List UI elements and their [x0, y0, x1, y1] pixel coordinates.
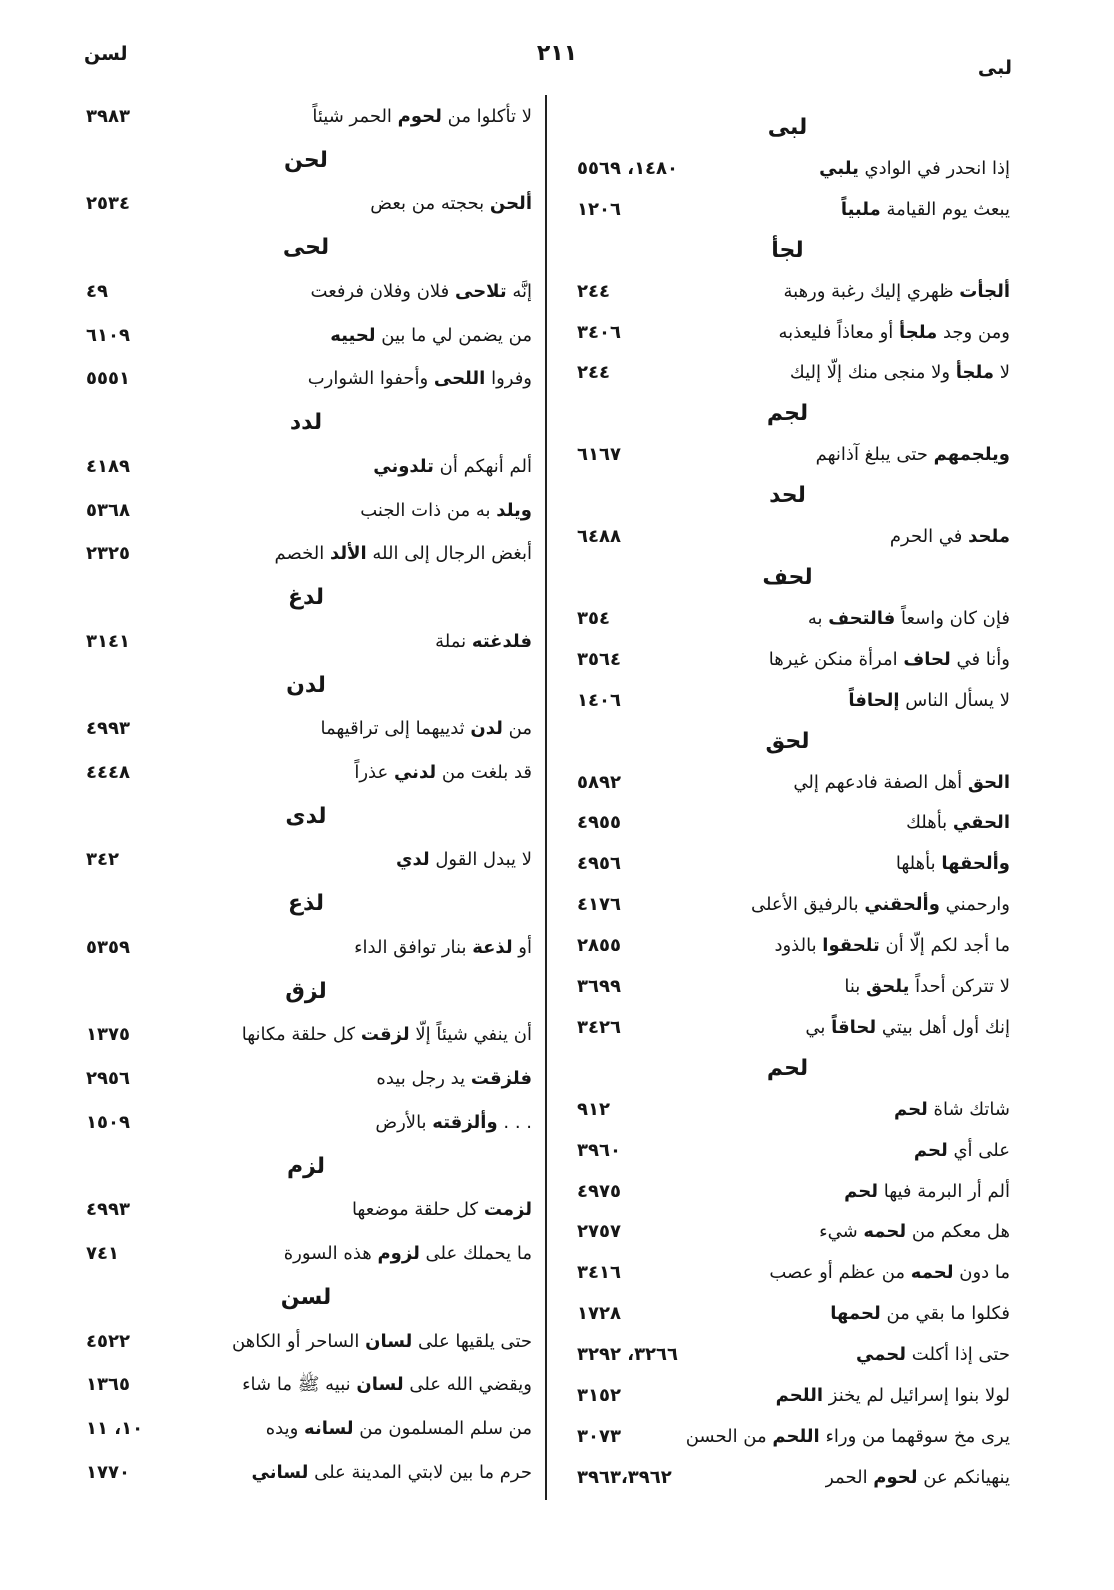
index-entry [565, 1463, 1010, 1493]
entry-text-part: إنَّه [506, 280, 532, 302]
index-entry [565, 849, 1010, 879]
entry-text-part: لولا بنوا إسرائيل لم يخنز [823, 1385, 1010, 1407]
entry-keyword: لحمه [863, 1221, 907, 1243]
entry-text [396, 845, 532, 875]
entry-text-part: لا يسأل الناس [899, 689, 1010, 711]
index-entry [565, 1177, 1010, 1207]
index-entry [80, 1414, 532, 1444]
entry-text-part: إذا انحدر في الوادي [858, 157, 1010, 179]
entry-text-part: على أي [947, 1139, 1010, 1161]
entry-text [779, 318, 1010, 348]
hadith-number: ٤٩ [86, 280, 108, 302]
entry-text-part: بحجته من بعض [370, 193, 490, 215]
index-entry [565, 1299, 1010, 1329]
entry-text-part: قد بلغت من [436, 762, 532, 784]
root-heading: لسن [280, 1284, 332, 1310]
entry-text-part: يبعث يوم القيامة [880, 198, 1010, 220]
hadith-number: ١٥٠٩ [86, 1111, 130, 1133]
entry-text-part: ظهري إليك رغبة ورهبة [783, 280, 960, 302]
entry-text-part: ما أجد لكم إلَّا أن [879, 935, 1010, 957]
root-heading: لحى [282, 235, 330, 261]
entry-keyword: لحوم [873, 1466, 918, 1488]
entry-text-part: أبغض الرجال إلى الله [366, 543, 532, 565]
index-entry [565, 890, 1010, 920]
root-heading: لحد [769, 483, 806, 509]
entry-text-part: وأحفوا الشوارب [307, 368, 434, 390]
entry-keyword: لذعة [472, 936, 513, 958]
entry-text-part: به من ذات الجنب [360, 499, 497, 521]
entry-text-part: شاتك شاة [927, 1098, 1010, 1120]
entry-text [751, 890, 1010, 920]
entry-text [252, 1458, 532, 1488]
entry-text-part: فإن كان واسعاً [895, 607, 1010, 629]
entry-text-part: كل حلقة مكانها [241, 1024, 361, 1046]
entry-text-part: بأهلها [895, 853, 942, 875]
entry-keyword: لسان [365, 1330, 413, 1352]
index-entry [80, 1108, 532, 1138]
hadith-number: ٣٥٤ [577, 607, 610, 629]
entry-keyword: لساني [251, 1461, 309, 1483]
hadith-number: ٣١٥٢ [577, 1385, 621, 1407]
index-entry [80, 933, 532, 963]
entry-text [242, 1370, 532, 1400]
entry-keyword: ألجأت [959, 280, 1010, 302]
entry-text [894, 1095, 1010, 1125]
entry-text-part: من عظم أو عصب [769, 1262, 911, 1284]
entry-text [375, 1108, 532, 1138]
entry-text-part: يرى مخ سوقهما من وراء [819, 1426, 1010, 1447]
entry-keyword: لحاقاً [831, 1016, 877, 1038]
hadith-number: ١٧٢٨ [577, 1303, 621, 1325]
entry-text-part: لا [994, 362, 1010, 384]
index-entry [80, 1327, 532, 1357]
entry-text-part: ما دون [953, 1262, 1010, 1284]
entry-text-part: لا تأكلوا من [441, 106, 532, 127]
entry-text-part: الحمر شيئاً [312, 106, 398, 127]
hadith-number: ٤٩٥٥ [577, 812, 621, 834]
index-entry [80, 1064, 532, 1094]
entry-text-part: وارحمني [939, 894, 1010, 916]
entry-keyword: لحم [913, 1139, 948, 1161]
entry-text-part: أو [512, 936, 532, 958]
entry-keyword: فلدغته [471, 630, 532, 652]
entry-keyword: ملجأ [899, 321, 938, 343]
entry-text [266, 1414, 532, 1444]
entry-text-part: أهل الصفة فادعهم إلي [793, 771, 968, 793]
hadith-number: ٣٤١٦ [577, 1262, 621, 1284]
entry-text-part: بنار توافق الداء [354, 936, 473, 958]
hadith-number: ٣٩٦٠ [577, 1139, 621, 1161]
entry-keyword: لسانه [304, 1418, 354, 1440]
entry-text [844, 1177, 1010, 1207]
entry-text [370, 189, 532, 219]
index-entry [565, 645, 1010, 675]
entry-text-part: الساحر أو الكاهن [232, 1330, 366, 1352]
entry-text [354, 758, 532, 788]
hadith-number: ٢٩٥٦ [86, 1068, 130, 1090]
index-entry [565, 195, 1010, 225]
index-entry [565, 1136, 1010, 1166]
index-entry [80, 539, 532, 569]
entry-keyword: فلزقت [470, 1068, 532, 1090]
entry-keyword: لزمت [483, 1199, 532, 1221]
index-entry [565, 154, 1010, 184]
entry-keyword: ويلجمهم [933, 444, 1010, 466]
entry-text [275, 539, 532, 569]
left-column [80, 102, 532, 1488]
entry-text [354, 933, 532, 963]
hadith-number: ٣٩٦٣،٣٩٦٢ [577, 1466, 672, 1488]
entry-text-part: ما يحملك على [419, 1243, 532, 1265]
hadith-number: ١٧٧٠ [86, 1461, 130, 1483]
entry-text [825, 1463, 1010, 1493]
entry-text [686, 1422, 1010, 1452]
entry-text [308, 364, 532, 394]
entry-text-part: أن ينفي شيئاً إلَّا [409, 1024, 532, 1046]
entry-text [376, 1064, 532, 1094]
entry-keyword: اللحى [433, 368, 486, 390]
entry-keyword: لزقت [360, 1024, 410, 1046]
entry-text [819, 154, 1010, 184]
entry-text-part: فكلوا ما بقي من [880, 1303, 1010, 1325]
hadith-number: ١٤٨٠، ٥٥٦٩ [577, 157, 679, 179]
entry-keyword: وألزقته [432, 1111, 498, 1133]
hadith-number: ٤٩٩٣ [86, 1199, 130, 1221]
entry-keyword: لسان [356, 1374, 404, 1396]
root-heading: لجم [766, 401, 809, 427]
hadith-number: ٣٩٨٣ [86, 106, 130, 127]
entry-keyword: لحييه [330, 324, 376, 346]
entry-text [841, 195, 1010, 225]
index-entry [80, 452, 532, 482]
entry-text-part: بالذود [774, 935, 823, 957]
entry-keyword: ألحن [489, 193, 532, 215]
entry-keyword: تلحقوا [822, 935, 880, 957]
column-divider [545, 95, 547, 1500]
entry-text [330, 321, 532, 351]
index-entry [80, 758, 532, 788]
entry-keyword: ملجأ [955, 362, 994, 384]
index-entry [80, 364, 532, 394]
index-entry [565, 972, 1010, 1002]
entry-text-part: شيء [819, 1221, 864, 1243]
entry-text-part: ألم أر البرمة فيها [877, 1180, 1010, 1202]
entry-keyword: لحمه [910, 1262, 954, 1284]
entry-text-part: من [502, 718, 532, 740]
index-entry [565, 1381, 1010, 1411]
hadith-number: ٤٥٢٢ [86, 1330, 130, 1352]
root-heading: لذع [288, 891, 324, 917]
entry-text-part: ويقضي الله على [403, 1374, 532, 1396]
hadith-number: ٣٤٠٦ [577, 321, 621, 343]
entry-text-part: إنك أول أهل بيتي [876, 1016, 1010, 1038]
hadith-number: ٣٤٢ [86, 849, 119, 871]
entry-text-part: من سلم المسلمون من [353, 1418, 532, 1440]
root-heading: لدى [285, 803, 327, 829]
index-entry [80, 1020, 532, 1050]
hadith-number: ٢٤٤ [577, 362, 610, 384]
hadith-number: ٣٥٦٤ [577, 648, 621, 670]
entry-text-part: نبيه ﷺ ما شاء [242, 1374, 357, 1396]
entry-text-part: عذراً [354, 762, 394, 784]
hadith-number: ٤١٧٦ [577, 894, 621, 916]
entry-text [776, 1381, 1010, 1411]
entry-text [232, 1327, 532, 1357]
index-entry [565, 1340, 1010, 1370]
index-entry [80, 627, 532, 657]
entry-text-part: نملة [435, 630, 472, 652]
root-heading: لدد [289, 410, 323, 436]
hadith-number: ٦٤٨٨ [577, 526, 621, 548]
entry-keyword: اللحم [775, 1385, 824, 1407]
entry-text [769, 1258, 1010, 1288]
entry-text [242, 1020, 532, 1050]
entry-text-part: به [807, 607, 829, 629]
entry-text-part: بأهلك [906, 812, 953, 834]
entry-keyword: الألد [329, 543, 367, 565]
index-entry [565, 1422, 1010, 1452]
entry-keyword: يلحق [866, 976, 910, 998]
root-heading: لحم [766, 1055, 809, 1081]
hadith-number: ٧٤١ [86, 1243, 119, 1265]
entry-text [816, 440, 1010, 470]
index-entry [80, 1458, 532, 1488]
entry-text-part: بالأرض [375, 1111, 433, 1133]
entry-text [352, 1195, 532, 1225]
page-number: ٢١١ [536, 41, 578, 66]
entry-text-part: . . . [497, 1111, 532, 1133]
root-heading: لدن [286, 672, 326, 698]
hadith-number: ٤٩٥٦ [577, 853, 621, 875]
hadith-number: ٥٣٥٩ [86, 936, 130, 958]
entry-text-part: بنا [844, 976, 867, 998]
entry-keyword: لحمي [856, 1344, 907, 1366]
hadith-number: ٣٢٦٦، ٣٢٩٢ [577, 1344, 679, 1366]
entry-text [435, 627, 532, 657]
entry-text-part: لا تتركن أحداً [909, 976, 1010, 998]
entry-text-part: يد رجل بيده [376, 1068, 471, 1090]
entry-text-part: ينهيانكم عن [917, 1466, 1010, 1488]
index-entry [80, 714, 532, 744]
entry-text-part: في الحرم [889, 526, 969, 548]
entry-keyword: ويلد [496, 499, 532, 521]
hadith-number: ٦١٠٩ [86, 324, 130, 346]
entry-text [783, 277, 1010, 307]
entry-text-part: من يضمن لي ما بين [375, 324, 532, 346]
entry-keyword: اللحم [772, 1426, 820, 1447]
index-entry [565, 318, 1010, 348]
hadith-number: ٣٦٩٩ [577, 976, 621, 998]
entry-text-part: بالرفيق الأعلى [750, 894, 865, 916]
entry-text [808, 604, 1010, 634]
hadith-number: ٤٤٤٨ [86, 762, 130, 784]
index-entry [565, 1013, 1010, 1043]
index-entry [80, 189, 532, 219]
entry-text [769, 645, 1010, 675]
root-heading: لحف [762, 564, 813, 590]
index-entry [565, 1258, 1010, 1288]
entry-text [360, 496, 532, 526]
right-column [565, 113, 1010, 1493]
entry-keyword: لحم [893, 1098, 928, 1120]
entry-keyword: تلاحى [455, 280, 507, 302]
hadith-number: ٤٩٧٥ [577, 1180, 621, 1202]
entry-text-part: هل معكم من [906, 1221, 1010, 1243]
entry-text-part: كل حلقة موضعها [351, 1199, 484, 1221]
hadith-number: ١٤٠٦ [577, 689, 621, 711]
hadith-number: ٢٤٤ [577, 280, 610, 302]
root-heading: لدغ [288, 585, 324, 611]
entry-keyword: لدني [393, 762, 437, 784]
entry-text-part: حتى يلقيها على [412, 1330, 532, 1352]
entry-text-part: الخصم [274, 543, 330, 565]
entry-text-part: من الحسن [685, 1426, 773, 1447]
hadith-number: ٥٥٥١ [86, 368, 130, 390]
index-entry [80, 277, 532, 307]
entry-text-part: ألم أنهكم أن [433, 455, 532, 477]
entry-text-part: حتى يبلغ آذانهم [815, 444, 934, 466]
hadith-number: ٢٣٢٥ [86, 543, 130, 565]
entry-text [819, 1217, 1010, 1247]
hadith-number: ١٣٧٥ [86, 1024, 130, 1046]
hadith-number: ٢٧٥٧ [577, 1221, 621, 1243]
entry-text-part: بي [805, 1016, 832, 1038]
entry-keyword: الحق [967, 771, 1010, 793]
entry-keyword: وألحقني [864, 894, 940, 916]
index-entry [565, 440, 1010, 470]
entry-keyword: ملحد [968, 526, 1010, 548]
entry-text [906, 808, 1010, 838]
index-entry [80, 1239, 532, 1269]
entry-keyword: لحمها [830, 1303, 881, 1325]
entry-text [284, 1239, 532, 1269]
index-entry [80, 496, 532, 526]
entry-keyword: إلحافاً [848, 689, 900, 711]
hadith-number: ٥٣٦٨ [86, 499, 130, 521]
root-heading: لزم [286, 1153, 326, 1179]
entry-text-part: وأنا في [950, 648, 1010, 670]
index-entry [80, 845, 532, 875]
hadith-number: ٢٥٣٤ [86, 193, 130, 215]
entry-text [830, 1299, 1010, 1329]
entry-text-part: حرم ما بين لابتي المدينة على [308, 1461, 532, 1483]
index-entry [565, 808, 1010, 838]
hadith-number: ٥٨٩٢ [577, 771, 621, 793]
index-entry [565, 768, 1010, 798]
entry-keyword: يلبي [819, 157, 859, 179]
index-entry [80, 102, 532, 132]
entry-keyword: لزوم [377, 1243, 420, 1265]
entry-text-part: الحمر [825, 1466, 874, 1488]
index-entry [565, 522, 1010, 552]
entry-text-part: هذه السورة [283, 1243, 378, 1265]
entry-keyword: لحوم [397, 106, 442, 127]
entry-keyword: لحم [844, 1180, 878, 1202]
root-heading: لبى [767, 115, 808, 140]
entry-keyword: لحاف [903, 648, 951, 670]
entry-text [311, 277, 532, 307]
entry-text-part: وفروا [485, 368, 532, 390]
entry-keyword: لدن [470, 718, 503, 740]
entry-text-part: لا يبدل القول [429, 849, 532, 871]
entry-text [856, 1340, 1010, 1370]
entry-text-part: ويده [265, 1418, 305, 1440]
entry-text-part: ثدييهما إلى تراقيهما [320, 718, 471, 740]
entry-keyword: ملبياً [840, 198, 881, 220]
entry-text [320, 714, 532, 744]
entry-text [848, 686, 1010, 716]
entry-text [790, 358, 1010, 388]
hadith-number: ٣٤٢٦ [577, 1016, 621, 1038]
entry-keyword: وألحقها [941, 853, 1010, 875]
hadith-number: ٦١٦٧ [577, 444, 621, 466]
index-entry [565, 358, 1010, 388]
hadith-number: ١٣٦٥ [86, 1374, 130, 1396]
entry-text-part: امرأة منكن غيرها [768, 648, 904, 670]
hadith-number: ٢٨٥٥ [577, 935, 621, 957]
entry-text-part: فلان وفلان فرفعت [310, 280, 455, 302]
index-entry [565, 686, 1010, 716]
entry-text [805, 1013, 1010, 1043]
root-heading: لحن [284, 147, 328, 173]
root-heading: لجأ [771, 237, 804, 263]
index-entry [565, 1217, 1010, 1247]
index-entry [565, 931, 1010, 961]
hadith-number: ١٢٠٦ [577, 198, 621, 220]
root-heading: لزق [285, 978, 327, 1004]
entry-keyword: تلدوني [373, 455, 434, 477]
hadith-number: ٤١٨٩ [86, 455, 130, 477]
hadith-number: ١٠، ١١ [86, 1418, 144, 1440]
running-head-right: لبى [977, 57, 1012, 79]
entry-text [793, 768, 1010, 798]
entry-text-part: حتى إذا أكلت [906, 1344, 1010, 1366]
entry-keyword: الحقي [952, 812, 1010, 834]
entry-text [844, 972, 1010, 1002]
entry-text [914, 1136, 1010, 1166]
entry-keyword: فالتحف [828, 607, 896, 629]
index-entry [80, 1370, 532, 1400]
hadith-number: ٣١٤١ [86, 630, 130, 652]
entry-keyword: لدي [395, 849, 430, 871]
index-entry [80, 321, 532, 351]
running-head-left: لسن [84, 43, 128, 65]
hadith-number: ٤٩٩٣ [86, 718, 130, 740]
entry-text [896, 849, 1010, 879]
entry-text-part: ومن وجد [937, 321, 1010, 343]
hadith-number: ٩١٢ [577, 1098, 610, 1120]
index-entry [80, 1195, 532, 1225]
entry-text [312, 102, 532, 132]
entry-text [774, 931, 1010, 961]
index-entry [565, 1095, 1010, 1125]
entry-text [373, 452, 532, 482]
root-heading: لحق [765, 728, 810, 754]
entry-text-part: أو معاذاً فليعذبه [778, 321, 900, 343]
index-entry [565, 277, 1010, 307]
entry-text [890, 522, 1010, 552]
entry-text-part: ولا منجى منك إلَّا إليك [789, 362, 956, 384]
hadith-number: ٣٠٧٣ [577, 1426, 621, 1447]
index-entry [565, 604, 1010, 634]
